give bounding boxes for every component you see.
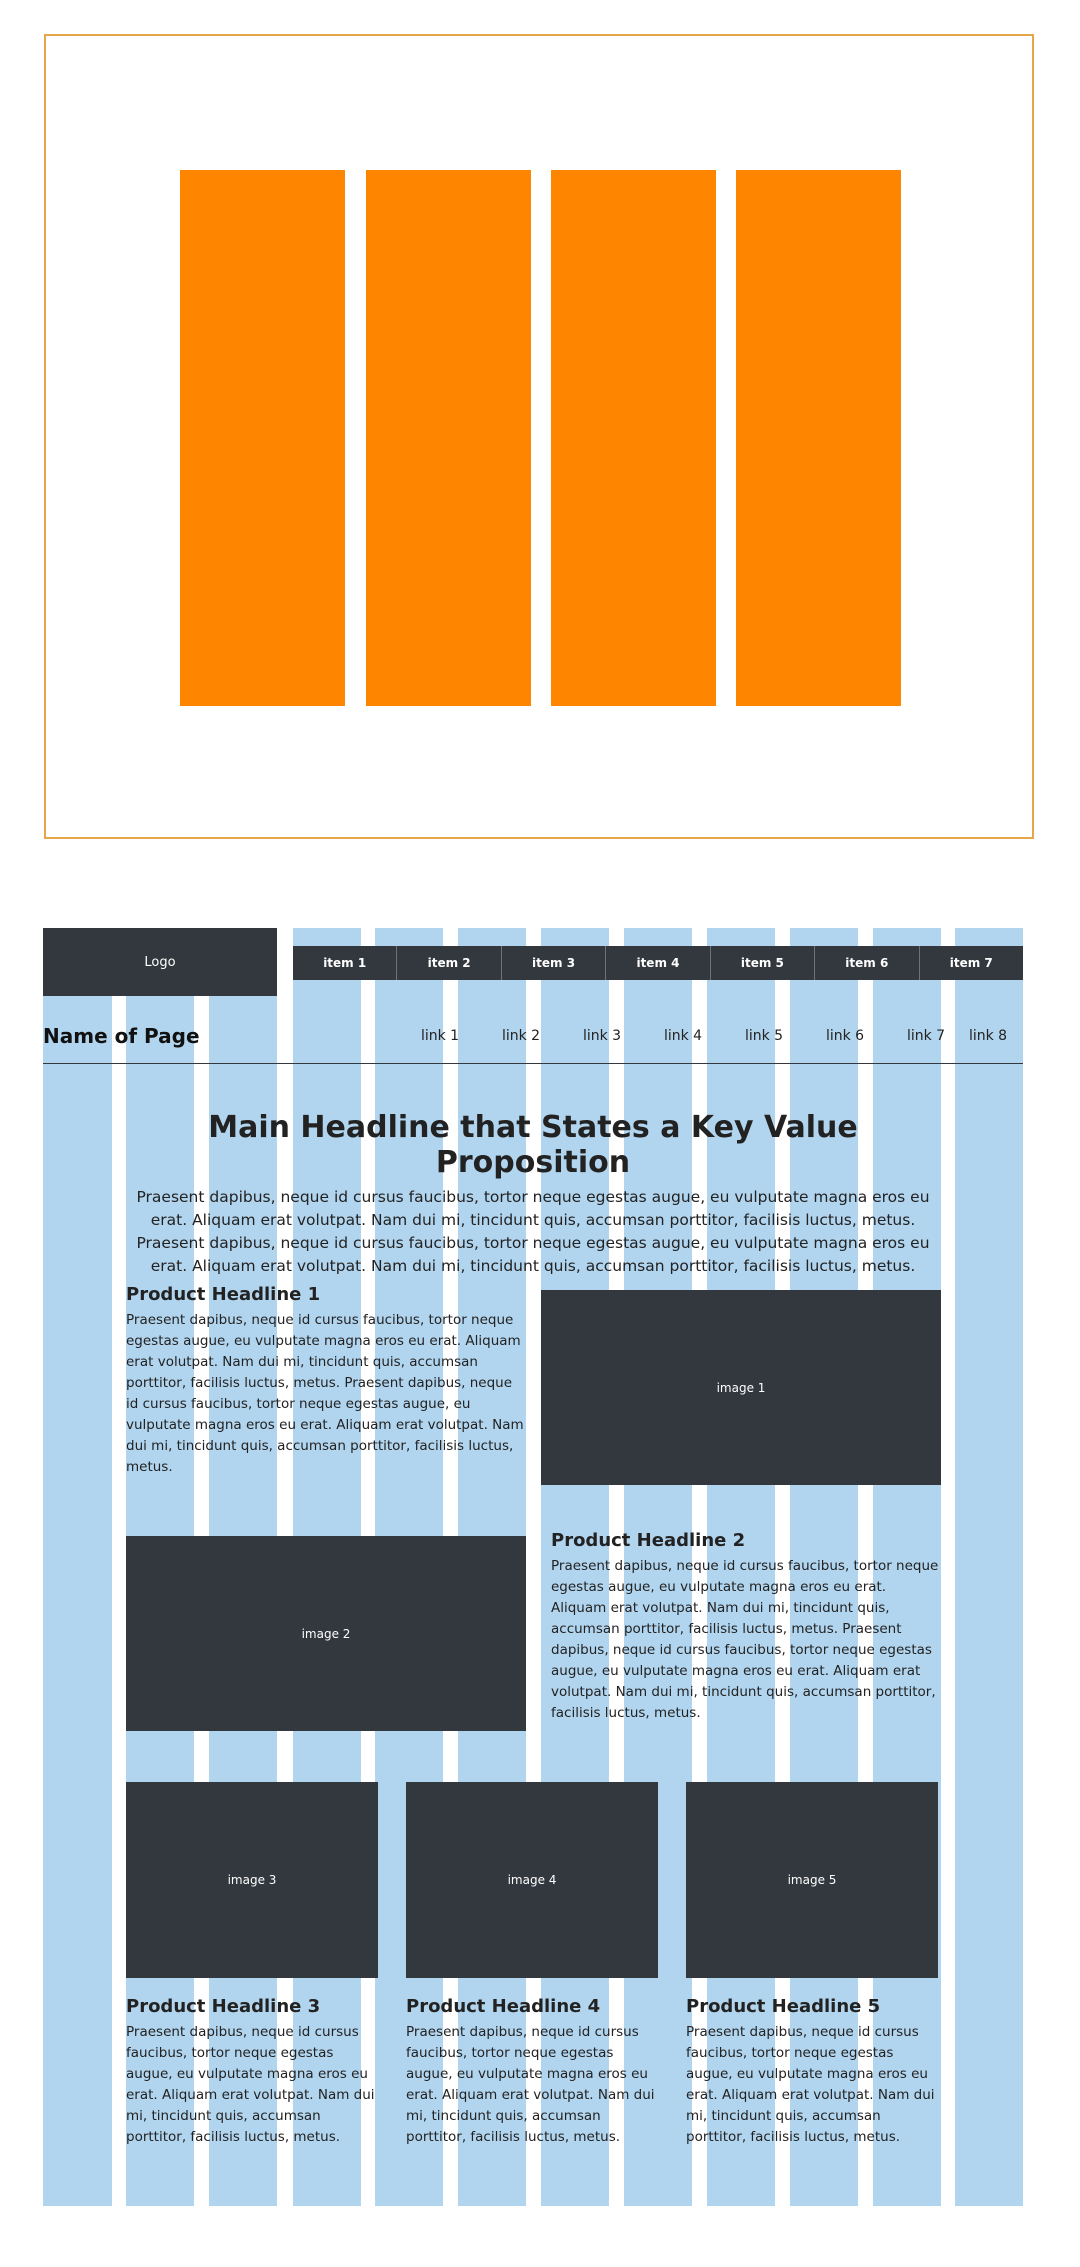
top-nav bbox=[293, 946, 1023, 980]
product-text-2: Praesent dapibus, neque id cursus faucibus, tortor neque egestas augue, eu vulputate magna eros eu erat. Aliquam erat volutpat. Nam dui mi, tincidunt quis, accumsan porttitor, facilisis luctus, metus. Praesent dapibus, neque id cursus faucibus, tortor neque egestas augue, eu vulputate magna eros eu erat. Aliquam erat volutpat. Nam dui mi, tincidunt quis, accumsan porttitor, facilisis luctus, metus. bbox=[551, 1558, 939, 1721]
nav-item-6[interactable]: item 6 bbox=[815, 946, 919, 980]
image-placeholder-1: image 1 bbox=[541, 1290, 941, 1485]
nav-item-3[interactable]: item 3 bbox=[502, 946, 606, 980]
link-7[interactable]: link 7 bbox=[906, 1028, 946, 1044]
header-divider bbox=[43, 1063, 1023, 1064]
nav-item-7[interactable]: item 7 bbox=[949, 956, 993, 970]
main-headline: Main Headline that States a Key Value Proposition bbox=[208, 1110, 858, 1180]
product-headline-4: Product Headline 4 bbox=[406, 1996, 601, 2017]
product-headline-2: Product Headline 2 bbox=[551, 1530, 746, 1551]
grid-column bbox=[43, 928, 112, 2206]
logo[interactable]: Logo bbox=[43, 928, 277, 996]
hero-paragraph: Praesent dapibus, neque id cursus faucibus, tortor neque egestas augue, eu vulputate magna eros eu erat. Aliquam erat volutpat. Nam dui mi, tincidunt quis, accumsan porttitor, facilisis luctus, metus. Praesent dapibus, neque id cursus faucibus, tortor neque egestas augue, eu vulputate magna eros eu erat. Aliquam erat volutpat. Nam dui mi, tincidunt quis, accumsan porttitor, facilisis luctus, metus. bbox=[136, 1188, 930, 1275]
orange-column-2 bbox=[366, 170, 531, 706]
product-2 bbox=[551, 1530, 943, 1724]
image-placeholder-4: image 4 bbox=[406, 1782, 658, 1978]
page-wireframe bbox=[43, 928, 1023, 2206]
nav-item-5[interactable]: item 5 bbox=[711, 946, 815, 980]
orange-column-4 bbox=[736, 170, 901, 706]
nav-item-1[interactable]: item 1 bbox=[293, 946, 397, 980]
product-headline-3: Product Headline 3 bbox=[126, 1996, 321, 2017]
product-text-1: Praesent dapibus, neque id cursus faucibus, tortor neque egestas augue, eu vulputate magna eros eu erat. Aliquam erat volutpat. Nam dui mi, tincidunt quis, accumsan porttitor, facilisis luctus, metus. Praesent dapibus, neque id cursus faucibus, tortor neque egestas augue, eu vulputate magna eros eu erat. Aliquam erat volutpat. Nam dui mi, tincidunt quis, accumsan porttitor, facilisis luctus, metus. bbox=[126, 1312, 524, 1475]
nav-item-2[interactable]: item 2 bbox=[397, 946, 501, 980]
link-3[interactable]: link 3 bbox=[582, 1028, 622, 1044]
link-2[interactable]: link 2 bbox=[501, 1028, 541, 1044]
image-placeholder-2: image 2 bbox=[126, 1536, 526, 1731]
grid-column bbox=[955, 928, 1023, 2206]
product-5 bbox=[686, 1996, 941, 2148]
page-title: Name of Page bbox=[43, 1024, 200, 1048]
orange-column-3 bbox=[551, 170, 716, 706]
product-text-3: Praesent dapibus, neque id cursus faucibus, tortor neque egestas augue, eu vulputate magna eros eu erat. Aliquam erat volutpat. Nam dui mi, tincidunt quis, accumsan porttitor, facilisis luctus, metus. bbox=[126, 2024, 375, 2145]
image-placeholder-5: image 5 bbox=[686, 1782, 938, 1978]
product-text-5: Praesent dapibus, neque id cursus faucibus, tortor neque egestas augue, eu vulputate magna eros eu erat. Aliquam erat volutpat. Nam dui mi, tincidunt quis, accumsan porttitor, facilisis luctus, metus. bbox=[686, 2024, 935, 2145]
product-headline-1: Product Headline 1 bbox=[126, 1284, 321, 1305]
orange-column-1 bbox=[180, 170, 345, 706]
link-8[interactable]: link 8 bbox=[968, 1028, 1008, 1044]
product-headline-5: Product Headline 5 bbox=[686, 1996, 881, 2017]
grid-diagram-frame bbox=[44, 34, 1034, 839]
hero-section bbox=[118, 1110, 948, 1278]
link-4[interactable]: link 4 bbox=[663, 1028, 703, 1044]
product-3 bbox=[126, 1996, 381, 2148]
product-4 bbox=[406, 1996, 661, 2148]
nav-item-4[interactable]: item 4 bbox=[606, 946, 710, 980]
link-6[interactable]: link 6 bbox=[825, 1028, 865, 1044]
link-5[interactable]: link 5 bbox=[744, 1028, 784, 1044]
link-1[interactable]: link 1 bbox=[420, 1028, 460, 1044]
image-placeholder-3: image 3 bbox=[126, 1782, 378, 1978]
product-text-4: Praesent dapibus, neque id cursus faucibus, tortor neque egestas augue, eu vulputate magna eros eu erat. Aliquam erat volutpat. Nam dui mi, tincidunt quis, accumsan porttitor, facilisis luctus, metus. bbox=[406, 2024, 655, 2145]
product-1 bbox=[126, 1284, 526, 1478]
